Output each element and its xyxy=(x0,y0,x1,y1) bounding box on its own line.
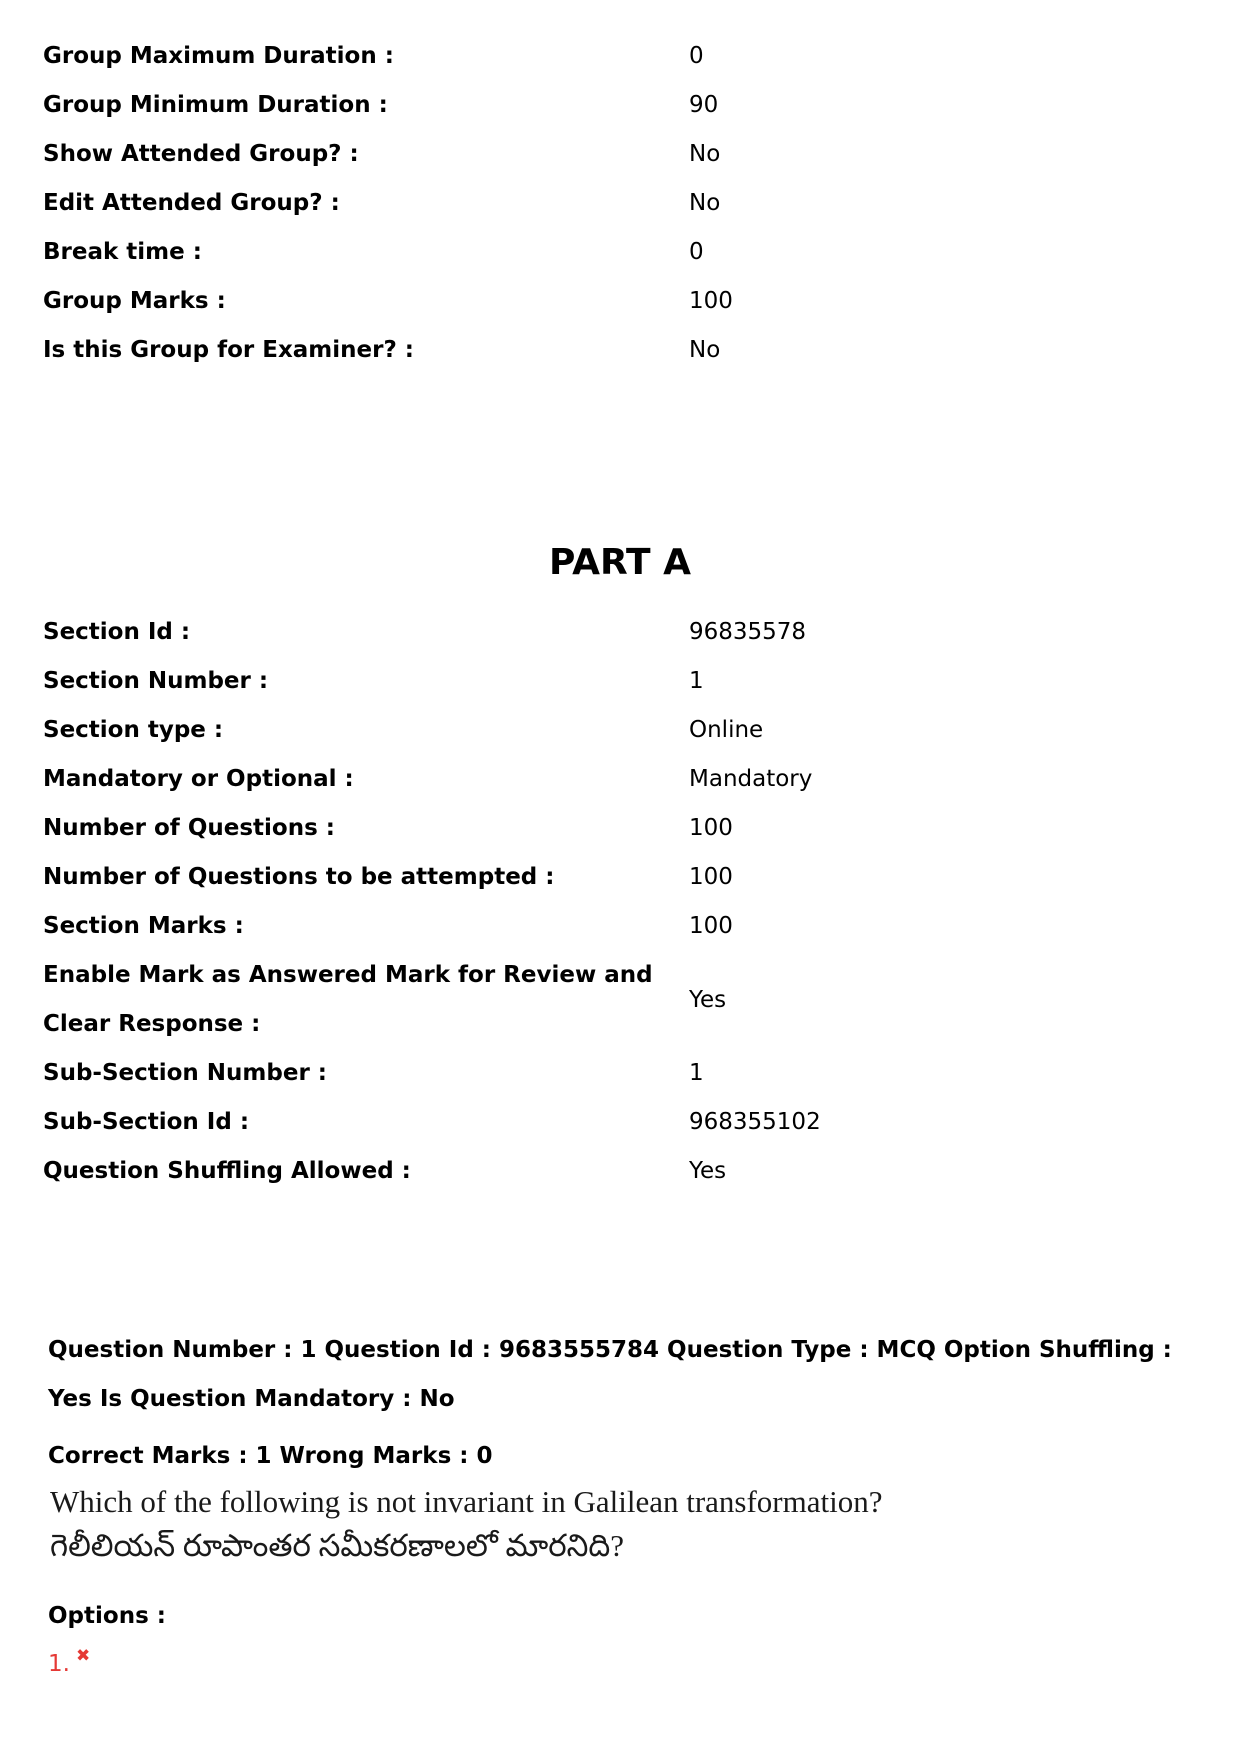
field-label: Mandatory or Optional : xyxy=(43,766,354,792)
field-value: Online xyxy=(689,717,764,743)
group-marks-row xyxy=(43,277,1193,326)
options-label: Options : xyxy=(48,1603,166,1629)
field-value: 0 xyxy=(689,43,704,69)
field-label: Group Marks : xyxy=(43,288,226,314)
field-value: 100 xyxy=(689,288,733,314)
field-label: Section type : xyxy=(43,717,224,743)
enable-mark-answered-row xyxy=(43,951,1193,1049)
section-type-row xyxy=(43,706,1193,755)
field-label: Enable Mark as Answered Mark for Review and Clear Response : xyxy=(43,962,653,1037)
field-label: Is this Group for Examiner? : xyxy=(43,337,415,363)
group-info-table xyxy=(43,32,1193,375)
break-time-row xyxy=(43,228,1193,277)
group-min-duration-row xyxy=(43,81,1193,130)
field-label: Sub-Section Id : xyxy=(43,1109,250,1135)
question-marks: Correct Marks : 1 Wrong Marks : 0 xyxy=(48,1443,493,1469)
field-label: Number of Questions : xyxy=(43,815,335,841)
field-value: 100 xyxy=(689,913,733,939)
section-marks-row xyxy=(43,902,1193,951)
sub-section-number-row xyxy=(43,1049,1193,1098)
field-label: Show Attended Group? : xyxy=(43,141,359,167)
field-value: 96835578 xyxy=(689,619,807,645)
group-for-examiner-row xyxy=(43,326,1193,375)
question-meta: Question Number : 1 Question Id : 9683555784 Question Type : MCQ Option Shuffling : Yes Is Question Mandatory : No xyxy=(48,1337,1172,1412)
field-value: 100 xyxy=(689,864,733,890)
field-value: Mandatory xyxy=(689,766,813,792)
question-shuffling-row xyxy=(43,1147,1193,1196)
sub-section-id-row xyxy=(43,1098,1193,1147)
field-value: No xyxy=(689,337,721,363)
field-label: Section Marks : xyxy=(43,913,244,939)
part-title: PART A xyxy=(549,542,691,583)
field-label: Number of Questions to be attempted : xyxy=(43,864,555,890)
group-max-duration-row xyxy=(43,32,1193,81)
field-value: 100 xyxy=(689,815,733,841)
field-value: Yes xyxy=(689,986,727,1013)
section-id-row xyxy=(43,608,1193,657)
field-value: 968355102 xyxy=(689,1109,821,1135)
field-label: Sub-Section Number : xyxy=(43,1060,328,1086)
cross-icon: ✖ xyxy=(75,1646,91,1666)
field-value: No xyxy=(689,190,721,216)
section-info-table xyxy=(43,608,1193,1196)
show-attended-group-row xyxy=(43,130,1193,179)
questions-to-attempt-row xyxy=(43,853,1193,902)
option-number: 1. xyxy=(48,1651,70,1677)
field-value: 1 xyxy=(689,668,704,694)
question-text-english: Which of the following is not invariant in Galilean transformation? xyxy=(50,1484,883,1519)
field-label: Question Shuffling Allowed : xyxy=(43,1158,411,1184)
question-text-telugu: గెలీలియన్ రూపాంతర సమీకరణాలలో మారనిది? xyxy=(50,1528,625,1563)
field-label: Edit Attended Group? : xyxy=(43,190,340,216)
field-label: Section Id : xyxy=(43,619,191,645)
field-label: Section Number : xyxy=(43,668,269,694)
field-label: Break time : xyxy=(43,239,202,265)
edit-attended-group-row xyxy=(43,179,1193,228)
number-of-questions-row xyxy=(43,804,1193,853)
field-value: Yes xyxy=(689,1158,727,1184)
option-1 xyxy=(48,1644,90,1684)
field-label: Group Maximum Duration : xyxy=(43,43,394,69)
field-value: 1 xyxy=(689,1060,704,1086)
field-value: 90 xyxy=(689,92,719,118)
field-value: 0 xyxy=(689,239,704,265)
section-number-row xyxy=(43,657,1193,706)
field-value: No xyxy=(689,141,721,167)
field-label: Group Minimum Duration : xyxy=(43,92,388,118)
mandatory-optional-row xyxy=(43,755,1193,804)
